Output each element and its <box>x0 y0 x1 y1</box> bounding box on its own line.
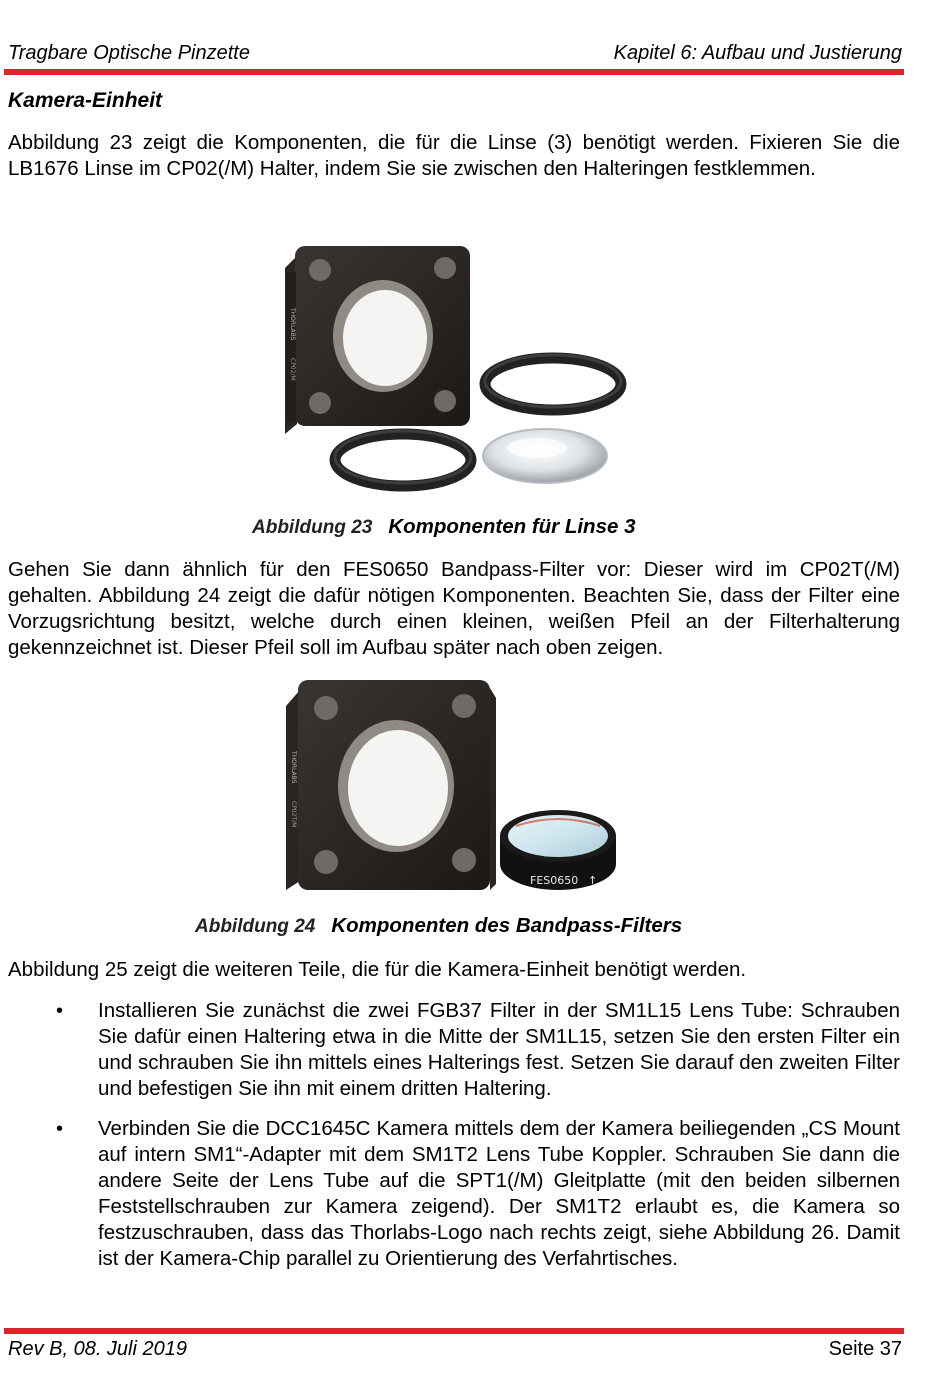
footer-rule <box>4 1328 904 1334</box>
footer-revision: Rev B, 08. Juli 2019 <box>8 1338 187 1360</box>
lens-components-illustration <box>275 238 635 508</box>
instruction-list <box>0 998 900 1286</box>
mount-bore <box>348 730 448 846</box>
page-number: Seite 37 <box>828 1338 902 1360</box>
figure-24-number: Abbildung 24 <box>195 916 316 937</box>
corner-hole <box>452 694 476 718</box>
corner-hole <box>434 390 456 412</box>
bullet-icon: • <box>56 1000 64 1022</box>
corner-hole <box>309 392 331 414</box>
mount-engraving: THORLABS <box>290 751 297 784</box>
header-rule <box>4 69 904 75</box>
retaining-ring <box>335 434 471 486</box>
bullet-icon: • <box>56 1118 64 1140</box>
corner-hole <box>314 850 338 874</box>
figure-24-title: Komponenten des Bandpass-Filters <box>331 914 683 937</box>
mount-engraving-model: CP02/M <box>289 358 296 381</box>
mount-bore <box>343 290 427 386</box>
mount-side <box>286 690 300 890</box>
corner-hole <box>452 848 476 872</box>
list-item <box>0 998 900 1102</box>
section-title: Kamera-Einheit <box>8 89 163 112</box>
bandpass-filter <box>508 815 608 857</box>
figure-24-image <box>278 676 628 906</box>
list-item <box>0 1116 900 1272</box>
figure-23-title: Komponenten für Linse 3 <box>388 515 636 538</box>
figure-23-caption <box>252 515 635 539</box>
header-left: Tragbare Optische Pinzette <box>8 42 250 64</box>
filter-label: FES0650 <box>530 874 579 887</box>
paragraph-bandpass: Gehen Sie dann ähnlich für den FES0650 Bandpass-Filter vor: Dieser wird im CP02T(/M) gehalten. Abbildung 24 zeigt die dafür nötigen Komponenten. Beachten Sie, dass der Filter eine Vorzugsrichtung besitzt, welche durch einen kleinen, weißen Pfeil an der Filterhalterung gekennzeichnet ist. Dieser Pfeil soll im Aufbau später nach oben zeigen. <box>8 558 900 659</box>
filter-arrow-icon: ↑ <box>588 874 598 887</box>
corner-hole <box>314 696 338 720</box>
figure-24-caption <box>195 914 682 938</box>
list-item-text: Verbinden Sie die DCC1645C Kamera mittels dem der Kamera beiliegenden „CS Mount auf intern SM1“-Adapter mit dem SM1T2 Lens Tube Koppler. Schrauben Sie dann die andere Seite der Lens Tube auf die SPT1(/M) Gleitplatte (mit den beiden silbernen Feststellschrauben zur Kamera zeigend). Der SM1T2 erlaubt es, die Kamera so festzuschrauben, dass das Thorlabs-Logo nach rechts zeigt, siehe Abbildung 26. Damit ist der Kamera-Chip parallel zu Orientierung des Verfahrtisches. <box>98 1117 900 1270</box>
figure-23-number: Abbildung 23 <box>252 517 373 538</box>
figure-23-image <box>275 238 635 513</box>
retaining-ring <box>485 358 621 410</box>
corner-hole <box>434 257 456 279</box>
header-right: Kapitel 6: Aufbau und Justierung <box>613 42 902 64</box>
corner-hole <box>309 259 331 281</box>
paragraph-camera-parts: Abbildung 25 zeigt die weiteren Teile, die für die Kamera-Einheit benötigt werden. <box>8 958 747 981</box>
mount-engraving-model: CP02T/M <box>290 801 297 828</box>
list-item-text: Installieren Sie zunächst die zwei FGB37 Filter in der SM1L15 Lens Tube: Schrauben Sie dafür einen Haltering etwa in die Mitte der SM1L15, setzen Sie den ersten Filter ein und schrauben Sie ihn mittels eines Halterings fest. Setzen Sie darauf den zweiten Filter und befestigen Sie ihn mit einem dritten Haltering. <box>98 999 900 1100</box>
paragraph-intro: Abbildung 23 zeigt die Komponenten, die für die Linse (3) benötigt werden. Fixieren Sie die LB1676 Linse im CP02(/M) Halter, indem Sie sie zwischen den Halteringen festklemmen. <box>8 131 900 180</box>
bandpass-components-illustration <box>278 676 628 901</box>
mount-engraving: THORLABS <box>289 308 296 341</box>
